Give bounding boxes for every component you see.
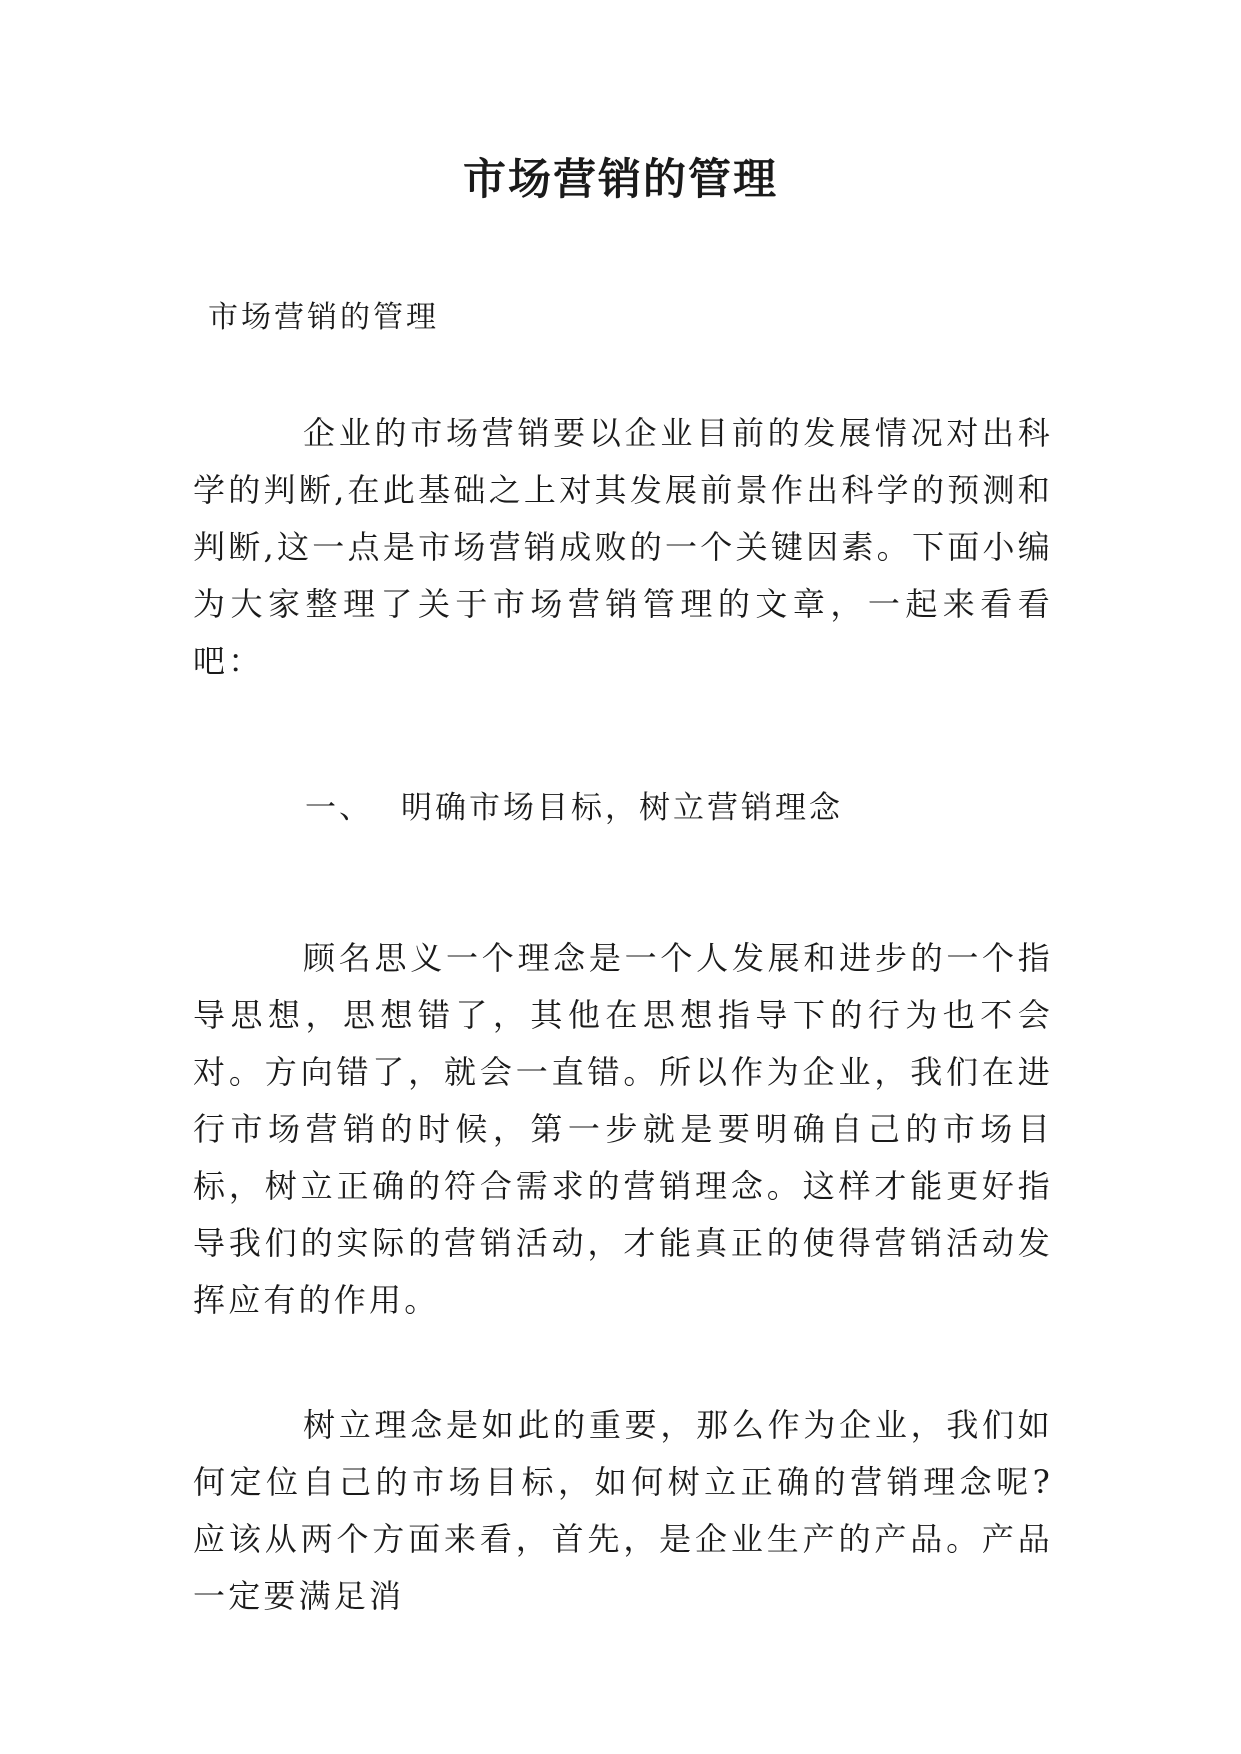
section-heading bbox=[305, 785, 843, 831]
intro-paragraph: 企业的市场营销要以企业目前的发展情况对出科学的判断,在此基础之上对其发展前景作出科学的预测和判断,这一点是市场营销成败的一个关键因素。下面小编为大家整理了关于市场营销管理的文章，一起来看看吧： bbox=[193, 414, 1053, 680]
document-title: 市场营销的管理 bbox=[463, 155, 778, 205]
section-heading-text: 明确市场目标，树立营销理念 bbox=[401, 790, 843, 826]
body-paragraph: 顾名思义一个理念是一个人发展和进步的一个指导思想，思想错了，其他在思想指导下的行为也不会对。方向错了，就会一直错。所以作为企业，我们在进行市场营销的时候，第一步就是要明确自己的市场目标，树立正确的符合需求的营销理念。这样才能更好指导我们的实际的营销活动，才能真正的使得营销活动发挥应有的作用。 bbox=[193, 939, 1053, 1319]
body-paragraph: 树立理念是如此的重要，那么作为企业，我们如何定位自己的市场目标，如何树立正确的营销理念呢?应该从两个方面来看，首先，是企业生产的产品。产品一定要满足消 bbox=[193, 1406, 1053, 1615]
document-subtitle: 市场营销的管理 bbox=[208, 300, 439, 335]
section-heading-number: 一、 bbox=[305, 790, 373, 826]
